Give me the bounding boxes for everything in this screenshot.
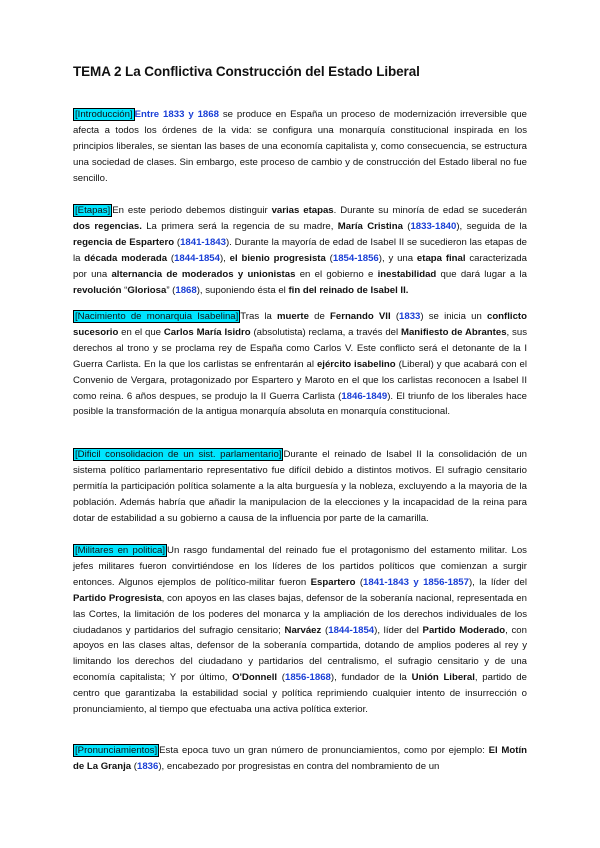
- date-range: 1868: [175, 284, 197, 296]
- section-pronunciamientos: [Pronunciamientos] Esta epoca tuvo un gran número de pronunciamientos, como por ejemplo: El Motín de La Granja (1836), encabezado por progresistas en contra del nombramiento de un: [73, 745, 527, 772]
- section-tag: [Pronunciamientos]: [75, 745, 158, 756]
- section-tag: [Militares en politica]: [75, 545, 166, 556]
- section-nacimiento-monarquia: [Nacimiento de monarquia Isabelina] Tras la muerte de Fernando VII (1833) se inicia un conflicto sucesorio en el que Carlos María Isidro (absolutista) reclama, a través del Manifiesto de Abrantes, sus derechos al trono y se proclama rey de España como Carlos V. Este conflicto será el detonante de la I Guerra Carlista. En la que los carlistas se enfrentarán al ejército isabelino (Liberal) y que acabará con el Convenio de Vergara, protagonizado por Espartero y Maroto en el que los carlistas reconocen a Isabel II como reina. 6 años despues, se produjo la II Guerra Carlista (1846-1849). El triunfo de los liberales hace posible la transformación de la antigua monarquía absoluta en monarquía constitucional.: [73, 311, 527, 418]
- section-militares-politica: [Militares en politica] Un rasgo fundamental del reinado fue el protagonismo del estamento militar. Los jefes militares fueron convirtiéndose en los líderes de los partidos políticos que comienzan a surgir entonces. Algunos ejemplos de político-militar fueron Espartero (1841-1843 y 1856-1857), la líder del Partido Progresista, con apoyos en las clases bajas, defensor de la soberanía nacional, representada en las Cortes, la limitación de los poderes del monarca y la ampliación de los derechos individuales de los ciudadanos y partidarios del sufragio censitario; Narváez (1844-1854), líder del Partido Moderado, con apoyos en las clases altas, defensor de la soberanía compartida, dotando de amplios poderes al rey y limitando los derechos del ciudadano y partidarios del centralismo, el sufragio censitario y de una economía capitalista; Y por último, O'Donnell (1856-1868), fundador de la Unión Liberal, partido de centro que garantizaba la estabilidad social y política reprimiendo cualquier intento de insurrección o pronunciamiento, al tiempo que efectuaba una activa política exterior.: [73, 545, 527, 716]
- section-sistema-parlamentario: [Dificil consolidacion de un sist. parlamentario] Durante el reinado de Isabel II la consolidación de un sistema político parlamentario representativo fue difícil debido a distintos motivos. El sufragio censitario permitía la participación política solamente a la alta burguesía y la nobleza, excluyendo a la mayoria de la población. Además habría que añadir la manipulacion de la elecciones y la incapacidad de la reina para dotar de estabilidad a su gobierno a causa de la influencia por parte de la camarilla.: [73, 449, 528, 524]
- date-range: 1833-1840: [410, 220, 457, 232]
- page-title: TEMA 2 La Conflictiva Construcción del Estado Liberal: [73, 64, 420, 79]
- section-tag: [Nacimiento de monarquia Isabelina]: [75, 311, 239, 322]
- date-range: 1841-1843 y 1856-1857: [363, 576, 469, 588]
- date-range: 1833: [399, 311, 421, 322]
- date-range: Entre 1833 y 1868: [134, 109, 219, 120]
- section-tag: [Etapas]: [75, 205, 111, 216]
- section-etapas: [Etapas] En este periodo debemos distinguir varias etapas. Durante su minoría de edad se sucederán dos regencias. La primera será la regencia de su madre, María Cristina (1833-1840), seguida de la regencia de Espartero (1841-1843). Durante la mayoría de edad de Isabel II se sucedieron las etapas de la década moderada (1844-1854), el bienio progresista (1854-1856), y una etapa final caracterizada por una alternancia de moderados y unionistas en el gobierno e inestabilidad que dará lugar a la revolución “Gloriosa” (1868), suponiendo ésta el fin del reinado de Isabel II.: [73, 205, 528, 296]
- date-range: 1854-1856: [332, 252, 379, 264]
- section-tag: [Dificil consolidacion de un sist. parlamentario]: [75, 449, 282, 460]
- date-range: 1856-1868: [284, 672, 331, 684]
- date-range: 1836: [137, 760, 159, 772]
- date-range: 1846-1849: [341, 390, 388, 402]
- date-range: 1844-1854: [328, 624, 375, 636]
- date-range: 1841-1843: [180, 236, 226, 248]
- date-range: 1844-1854: [174, 252, 220, 264]
- section-tag: [Introducción]: [75, 109, 133, 120]
- section-introduccion: [Introducción] Entre 1833 y 1868 se produce en España un proceso de modernización irreversible que afecta a todos los órdenes de la vida: se configura una monarquía constitucional inspirada en los principios liberales, se sientan las bases de una economía capitalista y, como consecuencia, se estructura una sociedad de clases. Sin embargo, este proceso de cambio y de construcción del Estado liberal no fue sencillo.: [73, 109, 527, 184]
